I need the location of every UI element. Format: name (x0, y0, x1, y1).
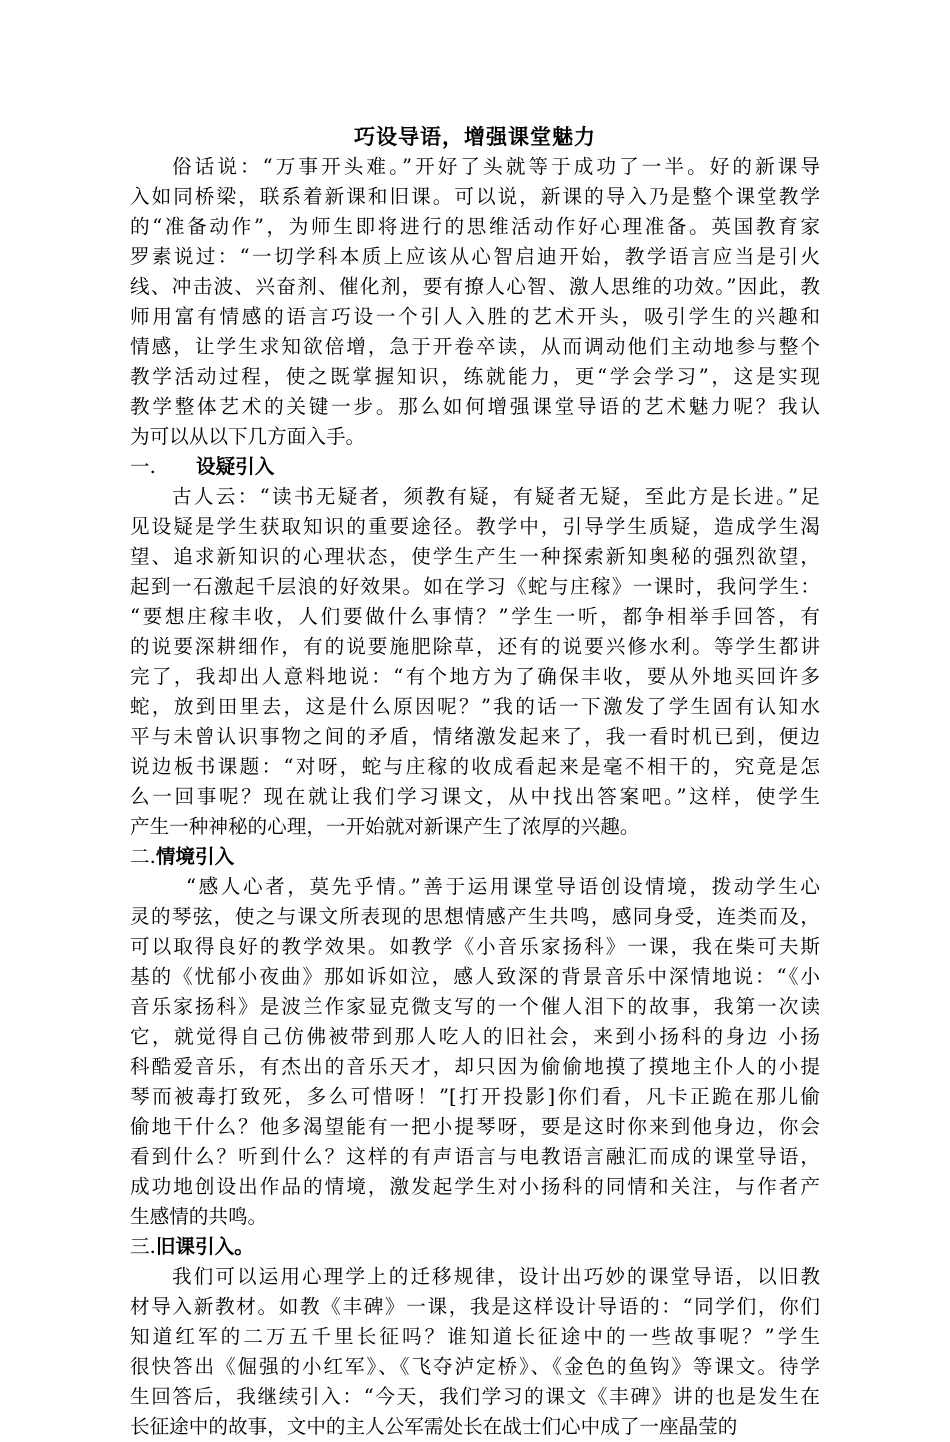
document-title: 巧设导语，增强课堂魅力 (354, 125, 596, 149)
paragraph-line: 说边板书课题：“对呀，蛇与庄稼的收成看起来是毫不相干的，究竟是怎 (130, 755, 820, 778)
paragraph-line: 为可以从以下几方面入手。 (130, 425, 366, 448)
paragraph-line: 教学整体艺术的关键一步。那么如何增强课堂导语的艺术魅力呢？我认 (130, 395, 820, 418)
section-heading-text: 旧课引入。 (155, 1235, 254, 1258)
paragraph-line: “感人心者，莫先乎情。”善于运用课堂导语创设情境，拨动学生心 (186, 875, 820, 898)
paragraph-line: 成功地创设出作品的情境，激发起学生对小扬科的同情和关注，与作者产 (130, 1175, 820, 1198)
paragraph-line: 材导入新教材。如教《丰碑》一课，我是这样设计导语的：“同学们，你们 (130, 1295, 820, 1318)
paragraph-line: 情感，让学生求知欲倍增，急于开卷卒读，从而调动他们主动地参与整个 (130, 335, 820, 358)
section-heading-number: 三. (130, 1235, 156, 1258)
paragraph-line: 产生一种神秘的心理，一开始就对新课产生了浓厚的兴趣。 (130, 815, 640, 838)
paragraph-line: 很快答出《倔强的小红军》、《飞夺泸定桥》、《金色的鱼钩》等课文。待学 (130, 1355, 820, 1378)
paragraph-line: 平与未曾认识事物之间的矛盾，情绪激发起来了，我一看时机已到，便边 (130, 725, 820, 748)
paragraph-line: 灵的琴弦，使之与课文所表现的思想情感产生共鸣，感同身受，连类而及， (130, 905, 820, 928)
paragraph-line: 生回答后，我继续引入：“今天，我们学习的课文《丰碑》讲的也是发生在 (130, 1385, 820, 1408)
paragraph-line: 蛇，放到田里去，这是什么原因呢？”我的话一下激发了学生固有认知水 (130, 695, 820, 718)
section-heading (130, 452, 275, 482)
paragraph-line: 长征途中的故事，文中的主人公军需处长在战士们心中成了一座晶莹的 (130, 1415, 738, 1438)
paragraph-line: 看到什么？听到什么？这样的有声语言与电教语言融汇而成的课堂导语， (130, 1145, 820, 1168)
paragraph-line: 它，就觉得自己仿佛被带到那人吃人的旧社会，来到小扬科的身边 小扬 (130, 1025, 820, 1048)
section-heading-number: 一. (130, 455, 156, 478)
paragraph-line: 罗素说过：“一切学科本质上应该从心智启迪开始，教学语言应当是引火 (130, 245, 820, 268)
paragraph-line: 见设疑是学生获取知识的重要途径。教学中，引导学生质疑，造成学生渴 (130, 515, 820, 538)
paragraph-line: 入如同桥梁，联系着新课和旧课。可以说，新课的导入乃是整个课堂教学 (130, 185, 820, 208)
paragraph-line: 的说要深耕细作，有的说要施肥除草，还有的说要兴修水利。等学生都讲 (130, 635, 820, 658)
section-heading-number: 二. (130, 845, 156, 868)
paragraph-line: 我们可以运用心理学上的迁移规律，设计出巧妙的课堂导语，以旧教 (172, 1265, 820, 1288)
section-heading-text: 情境引入 (155, 845, 235, 868)
paragraph-line: 琴而被毒打致死，多么可惜呀！”[打开投影]你们看，凡卡正跪在那儿偷 (130, 1085, 820, 1108)
section-heading-text: 设疑引入 (196, 455, 275, 478)
section-heading (130, 1232, 254, 1262)
paragraph-line: 望、追求新知识的心理状态，使学生产生一种探索新知奥秘的强烈欲望， (130, 545, 820, 568)
paragraph-line: 师用富有情感的语言巧设一个引人入胜的艺术开头，吸引学生的兴趣和 (130, 305, 820, 328)
paragraph-line: 么一回事呢？现在就让我们学习课文，从中找出答案吧。”这样，使学生 (130, 785, 820, 808)
paragraph-line: 起到一石激起千层浪的好效果。如在学习《蛇与庄稼》一课时，我问学生： (130, 575, 820, 598)
paragraph-line: 线、冲击波、兴奋剂、催化剂，要有撩人心智、激人思维的功效。”因此，教 (130, 275, 820, 298)
paragraph-line: 俗话说：“万事开头难。”开好了头就等于成功了一半。好的新课导 (172, 155, 820, 178)
paragraph-line: 偷地干什么？他多渴望能有一把小提琴呀，要是这时你来到他身边，你会 (130, 1115, 820, 1138)
paragraph-line: 知道红军的二万五千里长征吗？谁知道长征途中的一些故事呢？”学生 (130, 1325, 820, 1348)
paragraph-line: “要想庄稼丰收，人们要做什么事情？”学生一听，都争相举手回答，有 (130, 605, 820, 628)
paragraph-line: 科酷爱音乐，有杰出的音乐天才，却只因为偷偷地摸了摸地主仆人的小提 (130, 1055, 820, 1078)
paragraph-line: 可以取得良好的教学效果。如教学《小音乐家扬科》一课，我在柴可夫斯 (130, 935, 820, 958)
section-heading (130, 842, 234, 872)
paragraph-line: 音乐家扬科》是波兰作家显克微支写的一个催人泪下的故事，我第一次读 (130, 995, 820, 1018)
paragraph-line: 的“准备动作”，为师生即将进行的思维活动作好心理准备。英国教育家 (130, 215, 820, 238)
paragraph-line: 古人云：“读书无疑者，须教有疑，有疑者无疑，至此方是长进。”足 (172, 485, 820, 508)
paragraph-line: 完了，我却出人意料地说：“有个地方为了确保丰收，要从外地买回许多 (130, 665, 820, 688)
paragraph-line: 教学活动过程，使之既掌握知识，练就能力，更“学会学习”，这是实现 (130, 365, 820, 388)
paragraph-line: 基的《忧郁小夜曲》那如诉如泣，感人致深的背景音乐中深情地说：“《小 (130, 965, 820, 988)
paragraph-line: 生感情的共鸣。 (130, 1205, 268, 1228)
